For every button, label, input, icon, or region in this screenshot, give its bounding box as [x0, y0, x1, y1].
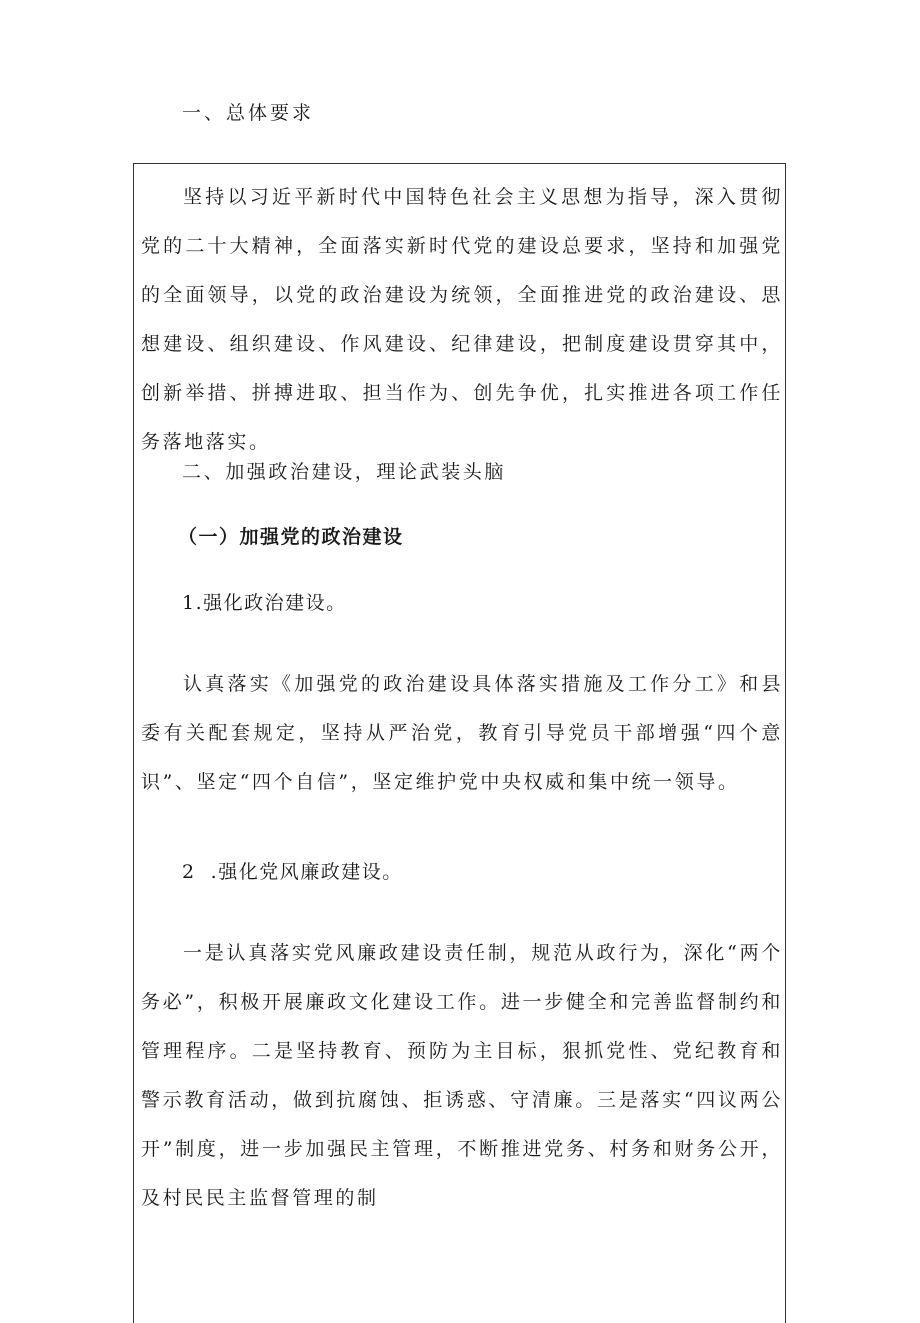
subsection1-title: （一）加强党的政治建设 [178, 526, 404, 548]
item1-title: 1.强化政治建设。 [182, 592, 347, 614]
section1-title: 一、总体要求 [182, 102, 315, 124]
item2-paragraph: 一是认真落实党风廉政建设责任制，规范从政行为，深化“两个务必”，积极开展廉政文化建设工作。进一步健全和完善监督制约和管理程序。二是坚持教育、预防为主目标，狠抓党性、党纪教育和警示教育活动，做到抗腐蚀、拒诱惑、守清廉。三是落实“四议两公开”制度，进一步加强民主管理，不断推进党务、村务和财务公开，及村民民主监督管理的制 [141, 942, 783, 1209]
item2-title: 2 .强化党风廉政建设。 [182, 861, 403, 883]
item1-paragraph: 认真落实《加强党的政治建设具体落实措施及工作分工》和县委有关配套规定，坚持从严治党，教育引导党员干部增强“四个意识”、坚定“四个自信”，坚定维护党中央权威和集中统一领导。 [141, 673, 783, 793]
section1-paragraph: 坚持以习近平新时代中国特色社会主义思想为指导，深入贯彻党的二十大精神，全面落实新时代党的建设总要求，坚持和加强党的全面领导，以党的政治建设为统领，全面推进党的政治建设、思想建设、组织建设、作风建设、纪律建设，把制度建设贯穿其中，创新举措、拼搏进取、担当作为、创先争优，扎实推进各项工作任务落地落实。 [141, 186, 783, 453]
section2-title: 二、加强政治建设，理论武装头脑 [182, 461, 507, 483]
